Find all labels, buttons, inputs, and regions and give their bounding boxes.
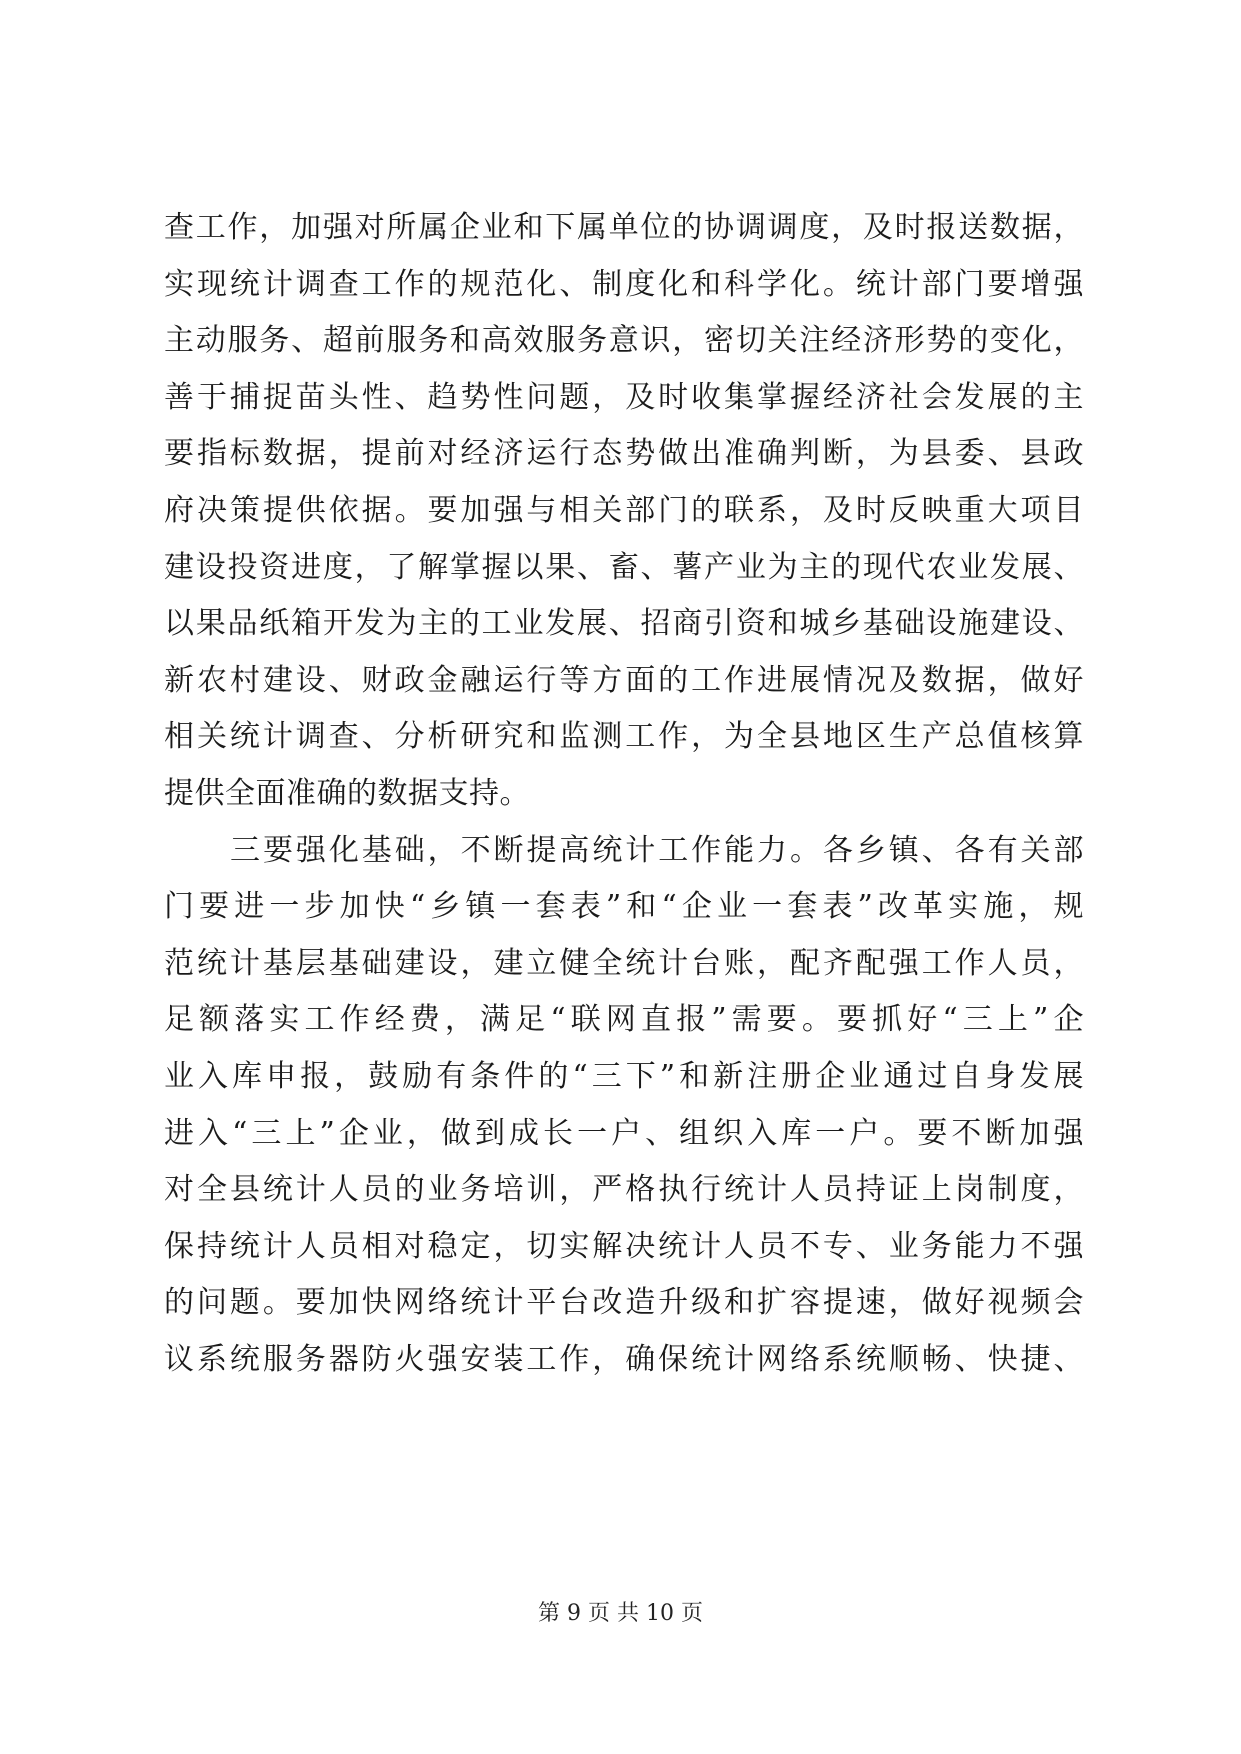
text-line: 善于捕捉苗头性、趋势性问题，及时收集掌握经济社会发展的主 bbox=[164, 379, 1084, 415]
text-line: 提供全面准确的数据支持。 bbox=[164, 775, 530, 811]
body-text bbox=[164, 200, 1084, 1388]
text-line: 新农村建设、财政金融运行等方面的工作进展情况及数据，做好 bbox=[164, 662, 1084, 698]
text-line: 实现统计调查工作的规范化、制度化和科学化。统计部门要增强 bbox=[164, 266, 1084, 302]
text-line: 相关统计调查、分析研究和监测工作，为全县地区生产总值核算 bbox=[164, 719, 1084, 755]
page-footer bbox=[0, 1600, 1241, 1628]
text-line: 查工作，加强对所属企业和下属单位的协调调度，及时报送数据， bbox=[164, 210, 1084, 245]
text-line: 范统计基层基础建设，建立健全统计台账，配齐配强工作人员， bbox=[164, 945, 1084, 981]
paragraph-1 bbox=[164, 200, 1084, 823]
page-number-label: 第 9 页 共 10 页 bbox=[538, 1601, 703, 1626]
text-line: 府决策提供依据。要加强与相关部门的联系，及时反映重大项目 bbox=[164, 492, 1084, 528]
text-line: 业入库申报，鼓励有条件的“三下”和新注册企业通过自身发展 bbox=[164, 1058, 1084, 1094]
text-line: 以果品纸箱开发为主的工业发展、招商引资和城乡基础设施建设、 bbox=[164, 606, 1084, 642]
text-line: 对全县统计人员的业务培训，严格执行统计人员持证上岗制度， bbox=[164, 1172, 1084, 1208]
text-line: 建设投资进度，了解掌握以果、畜、薯产业为主的现代农业发展、 bbox=[164, 549, 1084, 585]
text-line: 主动服务、超前服务和高效服务意识，密切关注经济形势的变化， bbox=[164, 323, 1084, 359]
text-line: 三要强化基础，不断提高统计工作能力。各乡镇、各有关部 bbox=[230, 832, 1084, 868]
text-line: 议系统服务器防火强安装工作，确保统计网络系统顺畅、快捷、 bbox=[164, 1341, 1084, 1377]
text-line: 保持统计人员相对稳定，切实解决统计人员不专、业务能力不强 bbox=[164, 1228, 1084, 1264]
text-line: 要指标数据，提前对经济运行态势做出准确判断，为县委、县政 bbox=[164, 436, 1084, 472]
paragraph-2 bbox=[164, 823, 1084, 1389]
text-line: 进入“三上”企业，做到成长一户、组织入库一户。要不断加强 bbox=[164, 1115, 1084, 1151]
text-line: 门要进一步加快“乡镇一套表”和“企业一套表”改革实施，规 bbox=[164, 889, 1084, 925]
text-line: 的问题。要加快网络统计平台改造升级和扩容提速，做好视频会 bbox=[164, 1285, 1084, 1321]
text-line: 足额落实工作经费，满足“联网直报”需要。要抓好“三上”企 bbox=[164, 1002, 1084, 1038]
